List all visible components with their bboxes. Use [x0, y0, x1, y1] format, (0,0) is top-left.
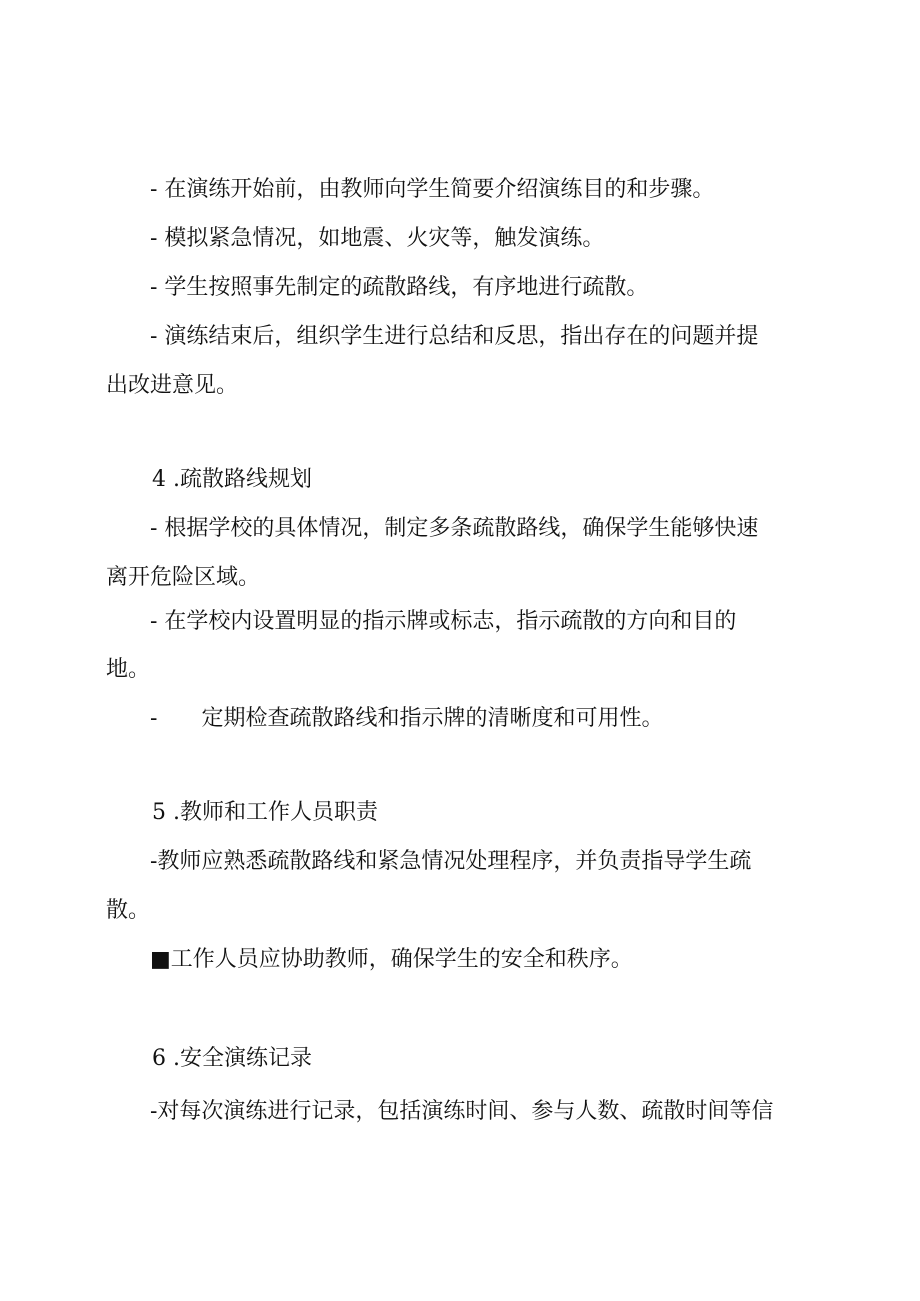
list-item: ■工作人员应协助教师，确保学生的安全和秩序。 — [150, 947, 633, 972]
list-item: - 学生按照事先制定的疏散路线，有序地进行疏散。 — [150, 275, 649, 300]
list-item-continuation: 出改进意见。 — [106, 373, 239, 398]
list-item: - 演练结束后，组织学生进行总结和反思，指出存在的问题并提 — [150, 324, 759, 349]
list-item: - 根据学校的具体情况，制定多条疏散路线，确保学生能够快速 — [150, 516, 759, 541]
list-dash: - — [150, 706, 158, 731]
list-item: -对每次演练进行记录，包括演练时间、参与人数、疏散时间等信 — [150, 1099, 774, 1124]
section-heading: 6 .安全演练记录 — [152, 1046, 312, 1071]
list-item-continuation: 散。 — [106, 898, 151, 923]
section-heading: 4 .疏散路线规划 — [152, 467, 312, 492]
list-item — [150, 704, 663, 734]
list-item: - 在演练开始前，由教师向学生简要介绍演练目的和步骤。 — [150, 177, 715, 202]
list-item-continuation: 地。 — [106, 657, 151, 682]
section-heading: 5 .教师和工作人员职责 — [152, 800, 378, 825]
list-item-continuation: 离开危险区域。 — [106, 565, 261, 590]
list-item: - 模拟紧急情况，如地震、火灾等，触发演练。 — [150, 226, 605, 251]
list-item-text: 定期检查疏散路线和指示牌的清晰度和可用性。 — [201, 706, 664, 731]
list-item: - 在学校内设置明显的指示牌或标志，指示疏散的方向和目的 — [150, 609, 737, 634]
list-item: -教师应熟悉疏散路线和紧急情况处理程序，并负责指导学生疏 — [150, 849, 752, 874]
